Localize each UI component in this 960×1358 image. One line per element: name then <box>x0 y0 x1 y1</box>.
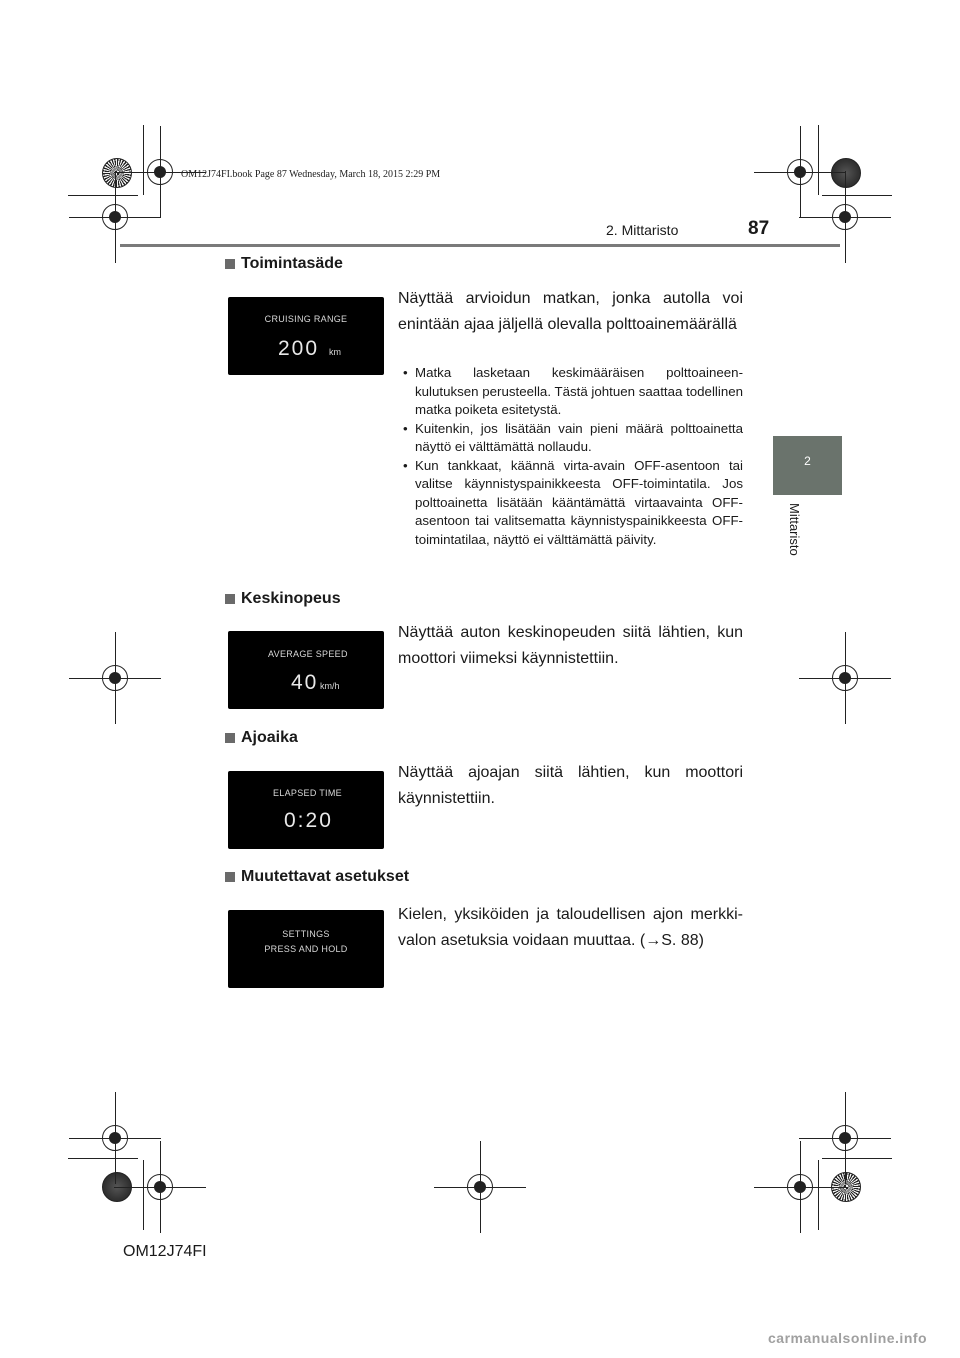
screen-label: ELAPSED TIME <box>273 788 342 798</box>
screen-label: SETTINGS <box>282 929 330 939</box>
section-heading: Keskinopeus <box>225 590 341 608</box>
note-item: • Matka lasketaan keskimääräisen polttoaineenkulutuksen perusteella. Tästä johtuen saattaa todellinen matka poiketa esitetystä. <box>398 364 743 420</box>
book-info: OM12J74FI.book Page 87 Wednesday, March 18, 2015 2:29 PM <box>181 169 441 180</box>
chapter-side-label: Mittaristo <box>787 503 802 556</box>
screen-label: PRESS AND HOLD <box>264 944 348 954</box>
trim-line <box>143 125 144 195</box>
watermark: carmanualsonline.info <box>768 1330 928 1346</box>
section-description: Näyttää ajoajan siitä lähtien, kun moottori käynnistettiin. <box>398 764 743 807</box>
screen-unit: km/h <box>320 681 340 691</box>
section-heading: Muutettavat asetukset <box>225 868 409 886</box>
section-description: Näyttää auton keskinopeuden siitä lähtien, kun moottori viimeksi käynnistettiin. <box>398 624 743 667</box>
display-screen-cruising-range <box>228 297 384 375</box>
note-item: • Kuitenkin, jos lisätään vain pieni määrä polttoainetta näyttö ei välttämättä nollaudu. <box>398 420 743 457</box>
document-code: OM12J74FI <box>123 1243 207 1260</box>
square-bullet-icon <box>225 733 235 743</box>
chapter-tab-number: 2 <box>804 454 811 468</box>
chapter-tab <box>773 436 842 495</box>
square-bullet-icon <box>225 594 235 604</box>
page-number: 87 <box>748 218 770 239</box>
screen-unit: km <box>329 347 341 357</box>
screen-value: 200 <box>278 337 320 360</box>
screen-value: 0:20 <box>284 809 333 832</box>
chapter-title: 2. Mittaristo <box>606 222 679 238</box>
screen-label: AVERAGE SPEED <box>268 649 348 659</box>
trim-line <box>143 1160 144 1230</box>
registration-sunburst-icon <box>831 158 861 188</box>
registration-sunburst-icon <box>102 158 132 188</box>
section-description: Näyttää arvioidun matkan, jonka autolla voi enintään ajaa jäljellä olevalla polttoainemäärällä <box>398 290 743 333</box>
trim-line <box>818 125 819 195</box>
trim-line <box>68 1158 138 1159</box>
display-screen-elapsed-time <box>228 771 384 849</box>
screen-label: CRUISING RANGE <box>264 314 348 324</box>
display-screen-settings <box>228 910 384 988</box>
trim-line <box>68 195 138 196</box>
trim-line <box>822 195 892 196</box>
square-bullet-icon <box>225 872 235 882</box>
square-bullet-icon <box>225 259 235 269</box>
section-heading: Ajoaika <box>225 729 298 747</box>
header-rule <box>120 244 840 247</box>
trim-line <box>822 1158 892 1159</box>
section-heading: Toimintasäde <box>225 255 343 273</box>
display-screen-average-speed <box>228 631 384 709</box>
trim-line <box>818 1160 819 1230</box>
section-description: Kielen, yksiköiden ja taloudellisen ajon merkkivalon asetuksia voidaan muuttaa. (→S. 88) <box>398 906 743 949</box>
screen-value: 40 <box>291 671 319 694</box>
note-item: • Kun tankkaat, käännä virta-avain OFF-asentoon tai valitse käynnistyspainikkeesta OFF-toimintatila. Jos polttoainetta lisätään kääntämättä virtaavainta OFF-asentoon tai valitsematta käynnistyspainikkeesta OFF-toimintatilaa, näyttö ei välttämättä päivity. <box>398 457 743 550</box>
note-list <box>398 364 743 549</box>
